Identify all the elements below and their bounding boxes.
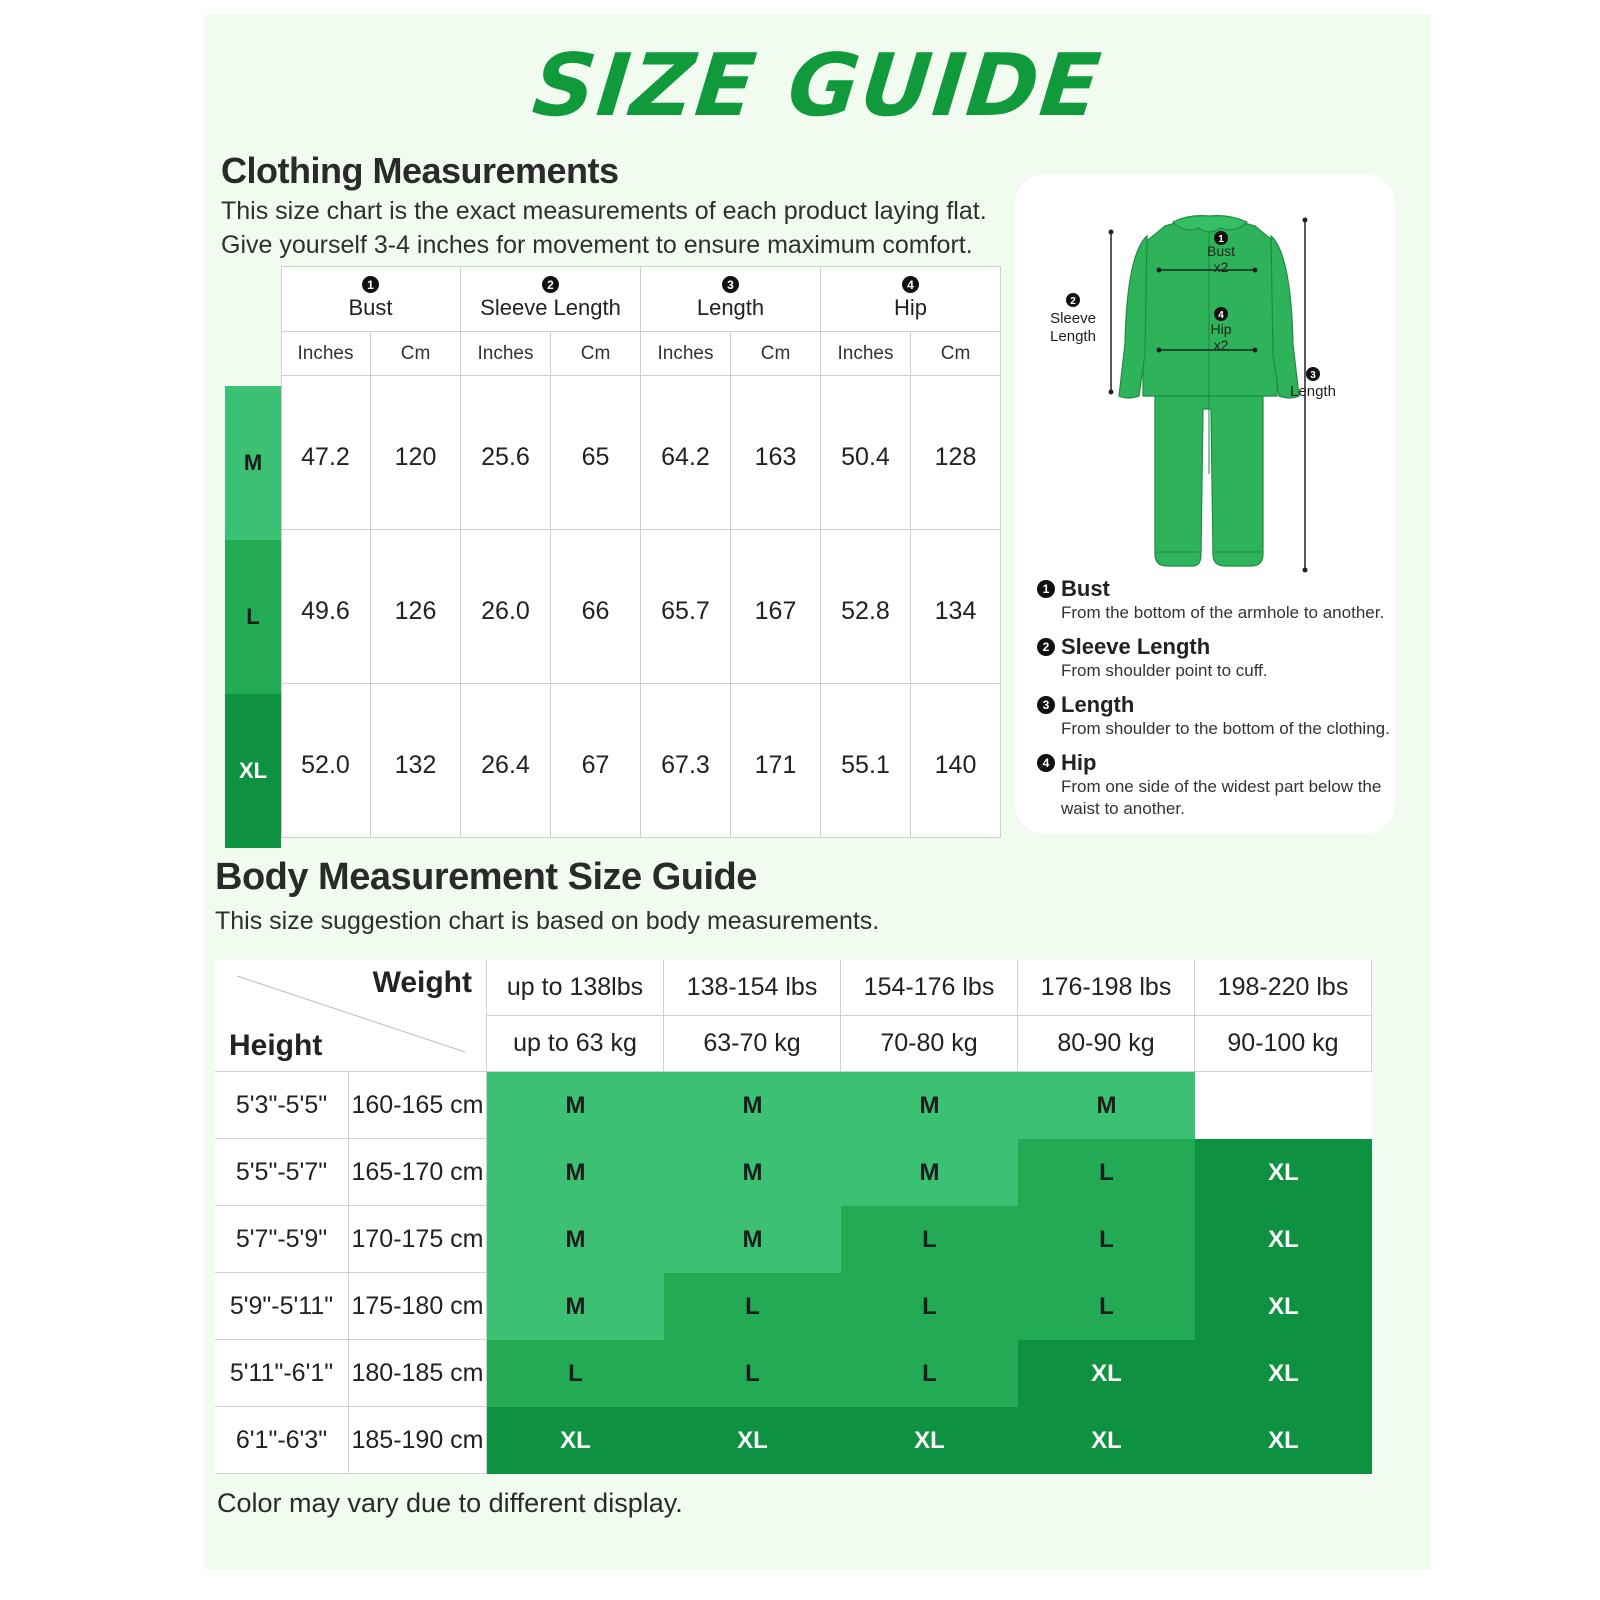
weight-header-kg: 70-80 kg bbox=[841, 1016, 1018, 1072]
size-recommendation: L bbox=[487, 1340, 664, 1407]
size-recommendation bbox=[1195, 1072, 1372, 1139]
height-cm: 160-165 cm bbox=[349, 1072, 487, 1139]
weight-header-kg: up to 63 kg bbox=[487, 1016, 664, 1072]
height-ft: 5'5"-5'7" bbox=[215, 1139, 349, 1206]
size-recommendation: L bbox=[841, 1340, 1018, 1407]
measurement-value: 120 bbox=[371, 376, 461, 530]
sleeve-measure-line bbox=[1109, 230, 1114, 395]
measurement-value: 50.4 bbox=[821, 376, 911, 530]
page-title: SIZE GUIDE bbox=[528, 36, 1107, 136]
measurement-value: 49.6 bbox=[281, 530, 371, 684]
definition-text: From shoulder to the bottom of the clothing. bbox=[1061, 719, 1390, 738]
jumpsuit-diagram bbox=[1015, 174, 1395, 584]
measurement-value: 26.4 bbox=[461, 684, 551, 838]
clothing-section-title: Clothing Measurements bbox=[221, 150, 619, 191]
size-recommendation: XL bbox=[1195, 1139, 1372, 1206]
size-recommendation: M bbox=[841, 1072, 1018, 1139]
height-cm: 180-185 cm bbox=[349, 1340, 487, 1407]
bust-label: Bust bbox=[1206, 243, 1236, 259]
body-section-title: Body Measurement Size Guide bbox=[215, 856, 757, 898]
measurement-value: 25.6 bbox=[461, 376, 551, 530]
size-recommendation: M bbox=[1018, 1072, 1195, 1139]
unit-header: Inches bbox=[821, 332, 911, 376]
size-recommendation: M bbox=[664, 1206, 841, 1273]
measure-number-badge: 4 bbox=[902, 276, 919, 293]
column-header-length bbox=[641, 266, 821, 332]
bust-multiplier: x2 bbox=[1213, 259, 1229, 275]
column-header-sleeve-length bbox=[461, 266, 641, 332]
size-recommendation: M bbox=[664, 1139, 841, 1206]
measurement-value: 66 bbox=[551, 530, 641, 684]
size-recommendation: M bbox=[841, 1139, 1018, 1206]
size-recommendation: XL bbox=[1018, 1407, 1195, 1474]
measure-number-badge: 1 bbox=[362, 276, 379, 293]
measure-label: Sleeve Length bbox=[480, 295, 621, 320]
definition-number-badge: 3 bbox=[1037, 696, 1055, 714]
measurement-value: 64.2 bbox=[641, 376, 731, 530]
measurement-value: 52.8 bbox=[821, 530, 911, 684]
length-number: 3 bbox=[1310, 370, 1316, 381]
size-recommendation: M bbox=[487, 1072, 664, 1139]
measurement-value: 55.1 bbox=[821, 684, 911, 838]
measure-label: Hip bbox=[893, 295, 927, 320]
size-recommendation: L bbox=[664, 1340, 841, 1407]
measurement-value: 65 bbox=[551, 376, 641, 530]
measurement-value: 140 bbox=[911, 684, 1001, 838]
hip-multiplier: x2 bbox=[1213, 337, 1229, 353]
column-header-bust bbox=[281, 266, 461, 332]
unit-header: Cm bbox=[371, 332, 461, 376]
size-guide-sheet bbox=[205, 14, 1430, 1570]
weight-axis-label: Weight bbox=[372, 966, 472, 999]
bust-number: 1 bbox=[1218, 234, 1224, 245]
weight-header-kg: 90-100 kg bbox=[1195, 1016, 1372, 1072]
measurement-value: 171 bbox=[731, 684, 821, 838]
hip-number: 4 bbox=[1218, 310, 1224, 321]
measurement-value: 52.0 bbox=[281, 684, 371, 838]
definition-length bbox=[1037, 692, 1390, 740]
clothing-subtitle-line: This size chart is the exact measurements of each product laying flat. bbox=[221, 197, 987, 225]
size-recommendation: XL bbox=[664, 1407, 841, 1474]
size-recommendation: XL bbox=[1195, 1273, 1372, 1340]
size-recommendation: M bbox=[487, 1139, 664, 1206]
weight-header-lbs: 176-198 lbs bbox=[1018, 960, 1195, 1016]
size-recommendation: L bbox=[664, 1273, 841, 1340]
size-recommendation: L bbox=[1018, 1139, 1195, 1206]
measure-label: Length bbox=[696, 295, 765, 320]
height-cm: 185-190 cm bbox=[349, 1407, 487, 1474]
size-recommendation: L bbox=[1018, 1206, 1195, 1273]
height-cm: 175-180 cm bbox=[349, 1273, 487, 1340]
size-tab-xl: XL bbox=[225, 694, 281, 848]
definition-title: Sleeve Length bbox=[1061, 634, 1211, 659]
weight-header-lbs: 198-220 lbs bbox=[1195, 960, 1372, 1016]
measurement-diagram-panel bbox=[1015, 174, 1395, 834]
weight-header-kg: 80-90 kg bbox=[1018, 1016, 1195, 1072]
size-tab-m: M bbox=[225, 386, 281, 540]
hip-label: Hip bbox=[1210, 321, 1232, 337]
jumpsuit-illustration bbox=[1119, 216, 1299, 566]
weight-header-lbs: 154-176 lbs bbox=[841, 960, 1018, 1016]
size-recommendation: XL bbox=[1195, 1206, 1372, 1273]
sleeve-label-line2: Length bbox=[1050, 328, 1096, 345]
height-ft: 6'1"-6'3" bbox=[215, 1407, 349, 1474]
size-tab-l: L bbox=[225, 540, 281, 694]
measure-number-badge: 2 bbox=[542, 276, 559, 293]
weight-header-lbs: up to 138lbs bbox=[487, 960, 664, 1016]
definition-title: Bust bbox=[1061, 576, 1110, 601]
definition-hip bbox=[1037, 750, 1395, 820]
definition-text: From the bottom of the armhole to another. bbox=[1061, 603, 1385, 622]
measurement-value: 67 bbox=[551, 684, 641, 838]
size-recommendation: L bbox=[841, 1206, 1018, 1273]
measure-number-badge: 3 bbox=[722, 276, 739, 293]
weight-header-kg: 63-70 kg bbox=[664, 1016, 841, 1072]
measurement-value: 65.7 bbox=[641, 530, 731, 684]
size-recommendation: M bbox=[487, 1206, 664, 1273]
column-header-hip bbox=[821, 266, 1001, 332]
sleeve-number: 2 bbox=[1070, 296, 1076, 307]
height-ft: 5'11"-6'1" bbox=[215, 1340, 349, 1407]
measurement-value: 126 bbox=[371, 530, 461, 684]
body-section-subtitle: This size suggestion chart is based on body measurements. bbox=[215, 907, 880, 935]
size-recommendation: XL bbox=[1018, 1340, 1195, 1407]
definition-title: Length bbox=[1061, 692, 1135, 717]
weight-height-corner bbox=[215, 960, 487, 1072]
unit-header: Inches bbox=[461, 332, 551, 376]
definition-number-badge: 2 bbox=[1037, 638, 1055, 656]
color-disclaimer: Color may vary due to different display. bbox=[217, 1488, 683, 1518]
size-recommendation: M bbox=[487, 1273, 664, 1340]
size-recommendation: XL bbox=[841, 1407, 1018, 1474]
measurement-value: 26.0 bbox=[461, 530, 551, 684]
size-recommendation: XL bbox=[1195, 1407, 1372, 1474]
weight-header-lbs: 138-154 lbs bbox=[664, 960, 841, 1016]
measurement-value: 67.3 bbox=[641, 684, 731, 838]
size-recommendation: L bbox=[1018, 1273, 1195, 1340]
definition-text: From one side of the widest part below the waist to another. bbox=[1061, 777, 1382, 818]
definition-number-badge: 4 bbox=[1037, 754, 1055, 772]
unit-header: Cm bbox=[911, 332, 1001, 376]
measurement-value: 163 bbox=[731, 376, 821, 530]
height-ft: 5'7"-5'9" bbox=[215, 1206, 349, 1273]
unit-header: Inches bbox=[281, 332, 371, 376]
height-axis-label: Height bbox=[229, 1029, 323, 1062]
height-cm: 170-175 cm bbox=[349, 1206, 487, 1273]
measurement-value: 47.2 bbox=[281, 376, 371, 530]
measure-label: Bust bbox=[348, 295, 393, 320]
definition-number-badge: 1 bbox=[1037, 580, 1055, 598]
size-recommendation: XL bbox=[1195, 1340, 1372, 1407]
height-ft: 5'3"-5'5" bbox=[215, 1072, 349, 1139]
body-size-table bbox=[215, 960, 1373, 1478]
definition-title: Hip bbox=[1061, 750, 1097, 775]
clothing-subtitle-line: Give yourself 3-4 inches for movement to ensure maximum comfort. bbox=[221, 231, 973, 259]
size-recommendation: XL bbox=[487, 1407, 664, 1474]
measurement-value: 132 bbox=[371, 684, 461, 838]
sleeve-label-line1: Sleeve bbox=[1050, 310, 1096, 327]
unit-header: Inches bbox=[641, 332, 731, 376]
size-recommendation: L bbox=[841, 1273, 1018, 1340]
measurement-value: 134 bbox=[911, 530, 1001, 684]
unit-header: Cm bbox=[731, 332, 821, 376]
definition-bust bbox=[1037, 576, 1384, 624]
size-recommendation: M bbox=[664, 1072, 841, 1139]
definition-sleeve-length bbox=[1037, 634, 1268, 682]
unit-header: Cm bbox=[551, 332, 641, 376]
clothing-section-subtitle bbox=[221, 194, 987, 262]
measurement-value: 167 bbox=[731, 530, 821, 684]
height-ft: 5'9"-5'11" bbox=[215, 1273, 349, 1340]
definition-text: From shoulder point to cuff. bbox=[1061, 661, 1268, 680]
length-label: Length bbox=[1290, 383, 1336, 400]
measurement-value: 128 bbox=[911, 376, 1001, 530]
height-cm: 165-170 cm bbox=[349, 1139, 487, 1206]
